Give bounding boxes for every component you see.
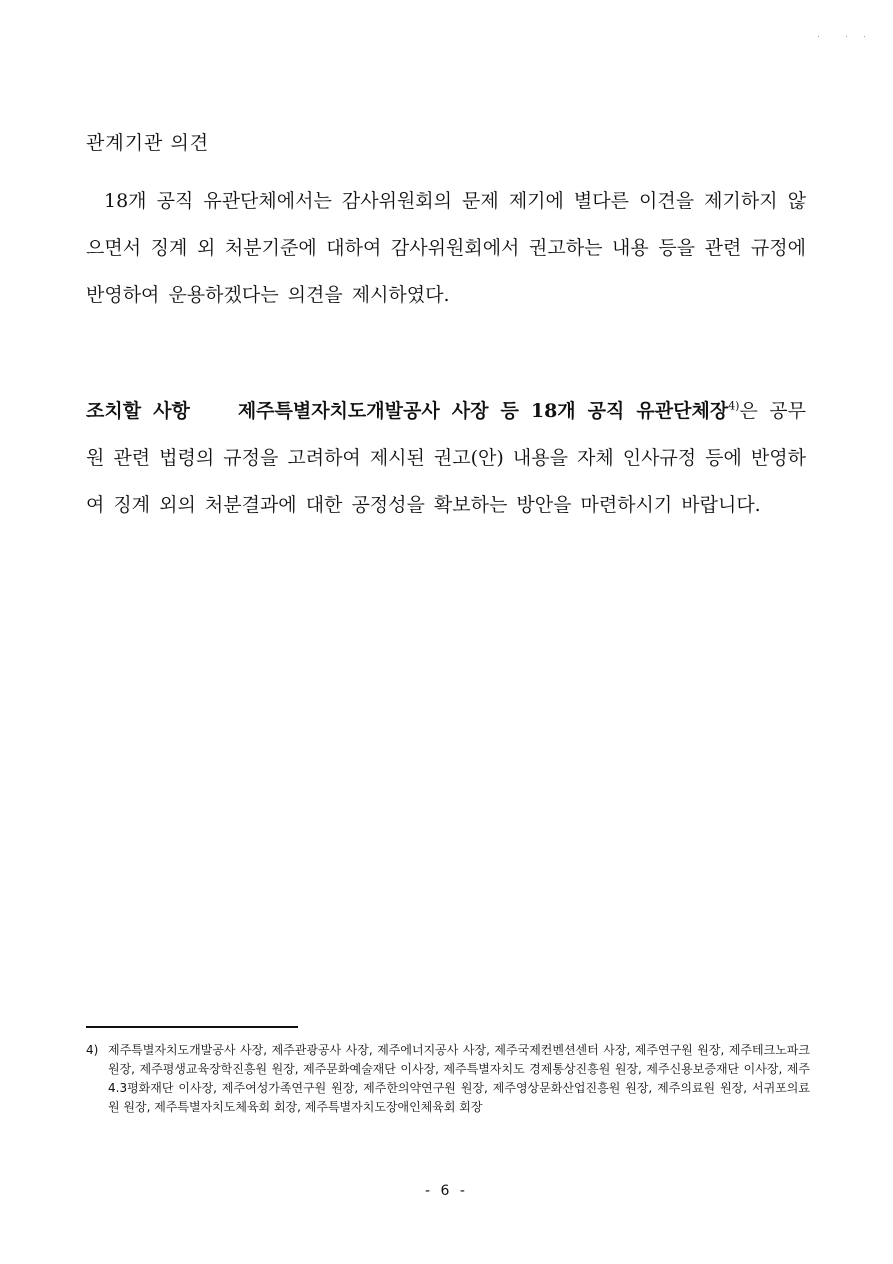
opinion-text: 18개 공직 유관단체에서는 감사위원회의 문제 제기에 별다른 이견을 제기하지 않으면서 징계 외 처분기준에 대하여 감사위원회에서 권고하는 내용 등을 관련 규정에 반영하여 운용하겠다는 의견을 제시하였다. bbox=[86, 190, 806, 306]
footnote-reference[interactable]: 4) bbox=[728, 399, 740, 413]
action-body: 은 공무원 관련 법령의 규정을 고려하여 제시된 권고(안) 내용을 자체 인사규정 등에 반영하여 징계 외의 처분결과에 대한 공정성을 확보하는 방안을 마련하시기 바랍니다. bbox=[86, 400, 806, 516]
scan-speck bbox=[846, 36, 847, 37]
scan-speck bbox=[818, 36, 819, 37]
section-title: 관계기관 의견 bbox=[86, 132, 210, 154]
action-text-block bbox=[86, 388, 806, 529]
footnote-number: 4) bbox=[86, 1043, 99, 1057]
footnote-text: 제주특별자치도개발공사 사장, 제주관광공사 사장, 제주에너지공사 사장, 제주국제컨벤션센터 사장, 제주연구원 원장, 제주테크노파크 원장, 제주평생교육장학진흥원 원장, 제주문화예술재단 이사장, 제주특별자치도 경제통상진흥원 원장, 제주신용보증재단 이사장, 제주4.3평화재단 이사장, 제주여성가족연구원 원장, 제주한의약연구원 원장, 제주영상문화산업진흥원 원장, 제주의료원 원장, 서귀포의료원 원장, 제주특별자치도체육회 회장, 제주특별자치도장애인체육회 회장 bbox=[108, 1043, 810, 1114]
scan-speck bbox=[864, 36, 865, 37]
action-subject: 제주특별자치도개발공사 사장 등 18개 공직 유관단체장 bbox=[237, 400, 729, 422]
action-paragraph bbox=[86, 388, 806, 529]
footnote bbox=[86, 1041, 810, 1117]
footnote-divider bbox=[86, 1026, 298, 1028]
opinion-paragraph bbox=[86, 178, 806, 319]
page-number: - 6 - bbox=[425, 1183, 468, 1199]
action-label: 조치할 사항 bbox=[86, 400, 190, 422]
